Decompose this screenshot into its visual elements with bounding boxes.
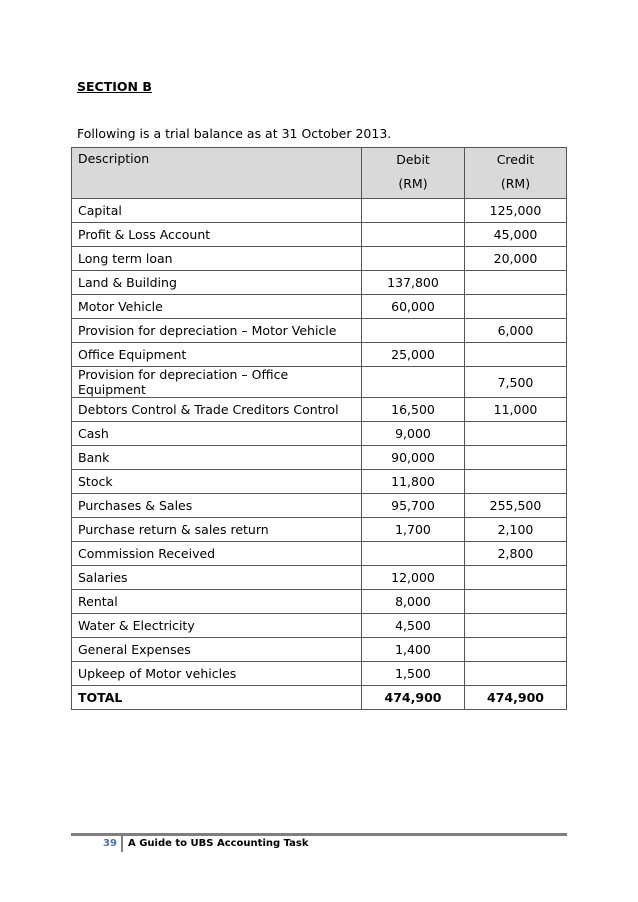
cell-credit: 6,000 xyxy=(465,319,567,343)
table-row xyxy=(72,343,567,367)
cell-credit xyxy=(465,662,567,686)
cell-description: Purchase return & sales return xyxy=(72,518,362,542)
cell-credit xyxy=(465,470,567,494)
table-row xyxy=(72,367,567,398)
cell-credit xyxy=(465,271,567,295)
cell-description: Land & Building xyxy=(72,271,362,295)
table-row xyxy=(72,271,567,295)
cell-debit: 1,700 xyxy=(362,518,465,542)
cell-debit: 12,000 xyxy=(362,566,465,590)
cell-description: General Expenses xyxy=(72,638,362,662)
table-row xyxy=(72,494,567,518)
cell-debit: 90,000 xyxy=(362,446,465,470)
cell-debit: 474,900 xyxy=(362,686,465,710)
table-row xyxy=(72,566,567,590)
cell-description: Provision for depreciation – Office Equipment xyxy=(72,367,362,398)
header-credit xyxy=(465,148,567,199)
footer-title: A Guide to UBS Accounting Task xyxy=(128,838,309,849)
cell-description: Rental xyxy=(72,590,362,614)
table-header-row xyxy=(72,148,567,199)
table-row xyxy=(72,319,567,343)
cell-credit xyxy=(465,614,567,638)
cell-credit: 2,100 xyxy=(465,518,567,542)
cell-credit xyxy=(465,638,567,662)
cell-credit xyxy=(465,343,567,367)
cell-debit: 4,500 xyxy=(362,614,465,638)
cell-credit: 45,000 xyxy=(465,223,567,247)
cell-debit: 137,800 xyxy=(362,271,465,295)
cell-description: Motor Vehicle xyxy=(72,295,362,319)
cell-credit: 20,000 xyxy=(465,247,567,271)
table-row xyxy=(72,398,567,422)
cell-description: Water & Electricity xyxy=(72,614,362,638)
section-title: SECTION B xyxy=(77,79,152,94)
cell-debit: 25,000 xyxy=(362,343,465,367)
cell-debit xyxy=(362,199,465,223)
cell-credit: 255,500 xyxy=(465,494,567,518)
cell-description: Purchases & Sales xyxy=(72,494,362,518)
footer-rule xyxy=(71,833,567,836)
cell-debit: 16,500 xyxy=(362,398,465,422)
header-credit-label: Credit xyxy=(496,152,535,167)
cell-credit: 2,800 xyxy=(465,542,567,566)
table-row xyxy=(72,446,567,470)
cell-debit xyxy=(362,367,465,398)
cell-credit: 474,900 xyxy=(465,686,567,710)
cell-description: Bank xyxy=(72,446,362,470)
table-row xyxy=(72,247,567,271)
cell-debit: 9,000 xyxy=(362,422,465,446)
cell-description: Office Equipment xyxy=(72,343,362,367)
cell-debit: 1,400 xyxy=(362,638,465,662)
intro-text: Following is a trial balance as at 31 October 2013. xyxy=(77,126,392,141)
header-debit-label: Debit xyxy=(396,152,430,167)
cell-credit xyxy=(465,446,567,470)
cell-description: TOTAL xyxy=(72,686,362,710)
table-row xyxy=(72,662,567,686)
cell-credit xyxy=(465,566,567,590)
table-row xyxy=(72,518,567,542)
cell-credit xyxy=(465,422,567,446)
cell-credit xyxy=(465,590,567,614)
cell-description: Capital xyxy=(72,199,362,223)
page-number: 39 xyxy=(103,838,117,849)
cell-description: Cash xyxy=(72,422,362,446)
cell-credit: 125,000 xyxy=(465,199,567,223)
trial-balance-table xyxy=(71,147,567,710)
cell-debit: 95,700 xyxy=(362,494,465,518)
header-debit-unit: (RM) xyxy=(398,176,428,191)
table-row xyxy=(72,470,567,494)
cell-description: Upkeep of Motor vehicles xyxy=(72,662,362,686)
table-row xyxy=(72,542,567,566)
cell-debit: 11,800 xyxy=(362,470,465,494)
cell-credit: 11,000 xyxy=(465,398,567,422)
cell-description: Provision for depreciation – Motor Vehicle xyxy=(72,319,362,343)
table-row xyxy=(72,422,567,446)
cell-debit xyxy=(362,319,465,343)
cell-description: Commission Received xyxy=(72,542,362,566)
table-row xyxy=(72,199,567,223)
cell-credit: 7,500 xyxy=(465,367,567,398)
header-debit xyxy=(362,148,465,199)
cell-description: Long term loan xyxy=(72,247,362,271)
cell-debit: 1,500 xyxy=(362,662,465,686)
table-row xyxy=(72,614,567,638)
footer-separator xyxy=(121,836,123,852)
cell-debit: 60,000 xyxy=(362,295,465,319)
header-credit-unit: (RM) xyxy=(500,176,531,191)
cell-description: Profit & Loss Account xyxy=(72,223,362,247)
table-row xyxy=(72,590,567,614)
cell-description: Debtors Control & Trade Creditors Control xyxy=(72,398,362,422)
cell-debit: 8,000 xyxy=(362,590,465,614)
cell-debit xyxy=(362,542,465,566)
cell-description: Salaries xyxy=(72,566,362,590)
total-row xyxy=(72,686,567,710)
cell-debit xyxy=(362,223,465,247)
table-row xyxy=(72,223,567,247)
cell-debit xyxy=(362,247,465,271)
header-description: Description xyxy=(72,148,362,199)
cell-description: Stock xyxy=(72,470,362,494)
table-row xyxy=(72,638,567,662)
table-row xyxy=(72,295,567,319)
cell-credit xyxy=(465,295,567,319)
